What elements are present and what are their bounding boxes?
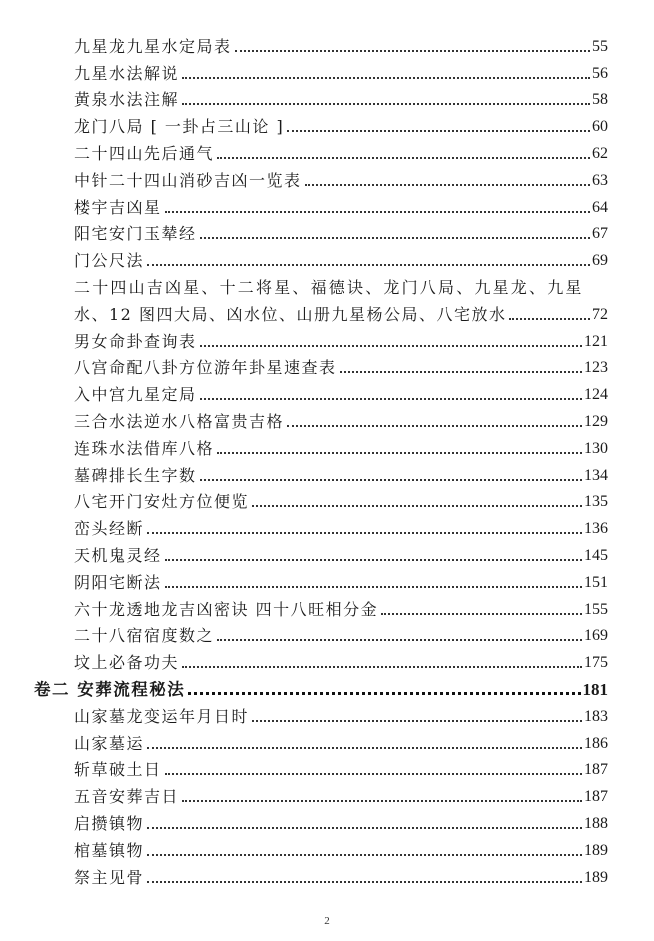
dot-leader: [200, 479, 582, 481]
dot-leader: [182, 800, 582, 802]
toc-entry[interactable]: [0, 432, 654, 459]
toc-entry-page: 67: [592, 225, 608, 243]
toc-entry-page: 56: [592, 64, 608, 82]
toc-entry-title: 男女命卦查询表: [74, 331, 197, 351]
dot-leader: [252, 505, 582, 507]
toc-entry-page: 135: [584, 493, 608, 511]
toc-entry[interactable]: [0, 620, 654, 647]
toc-entry[interactable]: [0, 646, 654, 673]
toc-entry-title: 祭主见骨: [74, 867, 145, 887]
dot-leader: [340, 371, 582, 373]
toc-entry-page: 181: [582, 679, 608, 699]
dot-leader: [287, 130, 590, 132]
toc-entry-title: 山家墓运: [74, 733, 145, 753]
toc-entry-title: 山家墓龙变运年月日时: [74, 706, 250, 726]
dot-leader: [165, 773, 582, 775]
dot-leader: [147, 747, 582, 749]
table-of-contents: [0, 30, 654, 888]
dot-leader: [147, 854, 582, 856]
toc-entry[interactable]: [0, 754, 654, 781]
toc-entry-page: 145: [584, 546, 608, 564]
dot-leader: [147, 532, 582, 534]
dot-leader: [165, 211, 590, 213]
toc-entry-title: 棺墓镇物: [74, 840, 145, 860]
toc-entry[interactable]: [0, 164, 654, 191]
toc-entry[interactable]: [0, 271, 654, 298]
toc-entry[interactable]: [0, 191, 654, 218]
toc-entry[interactable]: [0, 486, 654, 513]
toc-entry[interactable]: [0, 57, 654, 84]
toc-entry-title: 阳宅安门玉辇经: [74, 224, 197, 244]
toc-entry[interactable]: [0, 405, 654, 432]
toc-entry[interactable]: [0, 84, 654, 111]
dot-leader: [182, 77, 590, 79]
toc-entry-page: 187: [584, 788, 608, 806]
toc-entry[interactable]: [0, 566, 654, 593]
toc-entry-title: 中针二十四山消砂吉凶一览表: [74, 170, 302, 190]
toc-entry[interactable]: [0, 512, 654, 539]
toc-entry-page: 69: [592, 252, 608, 270]
toc-entry-page: 188: [584, 814, 608, 832]
dot-leader: [182, 103, 590, 105]
toc-entry[interactable]: [0, 378, 654, 405]
dot-leader: [509, 318, 590, 320]
toc-entry-page: 64: [592, 198, 608, 216]
toc-entry-title: 坟上必备功夫: [74, 653, 180, 673]
toc-entry[interactable]: [0, 727, 654, 754]
toc-entry[interactable]: [0, 110, 654, 137]
toc-entry-page: 63: [592, 171, 608, 189]
dot-leader: [200, 345, 582, 347]
toc-entry-title: 二十八宿宿度数之: [74, 626, 215, 646]
toc-entry-page: 136: [584, 520, 608, 538]
toc-entry-page: 129: [584, 412, 608, 430]
toc-entry-title: 卷二 安葬流程秘法: [34, 679, 186, 699]
toc-chapter-heading[interactable]: [0, 673, 654, 700]
toc-entry[interactable]: [0, 137, 654, 164]
toc-entry-page: 134: [584, 466, 608, 484]
toc-entry-page: 72: [592, 305, 608, 323]
toc-entry-title: 启攒镇物: [74, 813, 145, 833]
toc-entry-page: 151: [584, 573, 608, 591]
toc-entry[interactable]: [0, 780, 654, 807]
toc-entry-page: 58: [592, 91, 608, 109]
toc-entry-title: 五音安葬吉日: [74, 787, 180, 807]
toc-entry-page: 189: [584, 841, 608, 859]
toc-entry[interactable]: [0, 218, 654, 245]
dot-leader: [165, 586, 582, 588]
toc-entry-title: 九星水法解说: [74, 63, 180, 83]
dot-leader: [188, 692, 580, 695]
dot-leader: [147, 881, 582, 883]
toc-entry-page: 55: [592, 37, 608, 55]
toc-entry-title: 龙门八局 [ 一卦占三山论 ]: [74, 117, 285, 137]
dot-leader: [217, 157, 590, 159]
toc-entry-page: 123: [584, 359, 608, 377]
toc-entry-page: 60: [592, 118, 608, 136]
dot-leader: [200, 237, 590, 239]
toc-entry[interactable]: [0, 861, 654, 888]
toc-entry-title: 墓碑排长生字数: [74, 465, 197, 485]
toc-entry-title: 黄泉水法注解: [74, 90, 180, 110]
toc-entry-page: 187: [584, 761, 608, 779]
toc-entry-title: 八宫命配八卦方位游年卦星速查表: [74, 358, 337, 378]
toc-entry[interactable]: [0, 244, 654, 271]
toc-entry[interactable]: [0, 30, 654, 57]
dot-leader: [147, 827, 582, 829]
toc-entry[interactable]: [0, 298, 654, 325]
toc-entry-page: 124: [584, 386, 608, 404]
dot-leader: [217, 639, 582, 641]
toc-entry-title: 门公尺法: [74, 251, 145, 271]
toc-entry-title: 二十四山先后通气: [74, 143, 215, 163]
toc-entry-title: 八宅开门安灶方位便览: [74, 492, 250, 512]
toc-entry-page: 130: [584, 439, 608, 457]
toc-entry-title: 连珠水法借库八格: [74, 438, 215, 458]
toc-entry-title: 峦头经断: [74, 519, 145, 539]
toc-entry-page: 155: [584, 600, 608, 618]
dot-leader: [165, 559, 582, 561]
toc-entry-page: 175: [584, 654, 608, 672]
dot-leader: [287, 425, 582, 427]
dot-leader: [217, 452, 582, 454]
toc-entry[interactable]: [0, 807, 654, 834]
toc-entry-title: 阴阳宅断法: [74, 572, 162, 592]
dot-leader: [200, 398, 582, 400]
toc-entry-title: 六十龙透地龙吉凶密诀 四十八旺相分金: [74, 599, 379, 619]
page-number: 2: [324, 915, 330, 927]
toc-entry-title: 斩草破土日: [74, 760, 162, 780]
toc-entry-title: 三合水法逆水八格富贵吉格: [74, 411, 285, 431]
toc-entry-page: 62: [592, 144, 608, 162]
toc-entry[interactable]: [0, 593, 654, 620]
toc-entry-title: 二十四山吉凶星、十二将星、福德诀、龙门八局、九星龙、九星: [74, 277, 584, 297]
toc-entry[interactable]: [0, 834, 654, 861]
toc-entry[interactable]: [0, 325, 654, 352]
toc-entry[interactable]: [0, 459, 654, 486]
toc-entry[interactable]: [0, 539, 654, 566]
toc-entry-page: 189: [584, 868, 608, 886]
toc-entry-page: 121: [584, 332, 608, 350]
dot-leader: [305, 184, 590, 186]
toc-entry-title: 入中宫九星定局: [74, 385, 197, 405]
dot-leader: [252, 720, 582, 722]
toc-entry-page: 186: [584, 734, 608, 752]
toc-entry-title: 水、12 图四大局、凶水位、山册九星杨公局、八宅放水: [74, 304, 507, 324]
toc-entry-page: 183: [584, 707, 608, 725]
dot-leader: [182, 666, 582, 668]
dot-leader: [147, 264, 590, 266]
toc-entry[interactable]: [0, 700, 654, 727]
toc-entry-title: 九星龙九星水定局表: [74, 36, 232, 56]
toc-entry-page: 169: [584, 627, 608, 645]
dot-leader: [235, 50, 590, 52]
toc-entry[interactable]: [0, 352, 654, 379]
toc-entry-title: 楼宇吉凶星: [74, 197, 162, 217]
toc-entry-title: 天机鬼灵经: [74, 545, 162, 565]
dot-leader: [381, 613, 582, 615]
